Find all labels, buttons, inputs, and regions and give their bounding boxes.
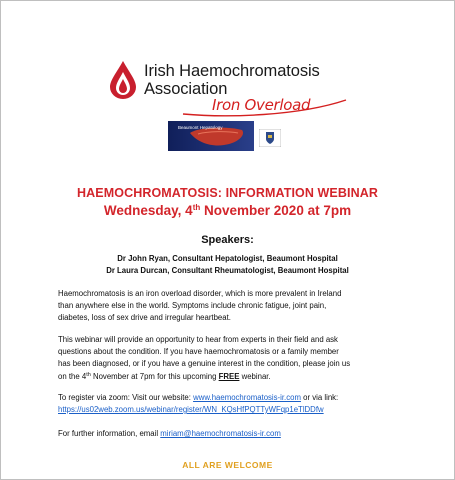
webinar-paragraph-line: questions about the condition. If you have haemochromatosis or a family member	[58, 347, 339, 356]
webinar-paragraph-line: This webinar will provide an opportunity to hear from experts in their field and ask	[58, 335, 338, 344]
webinar-paragraph-line: has been diagnosed, or if you have a genuine interest in the condition, please join us	[58, 359, 351, 368]
email-link[interactable]: miriam@haemochromatosis-ir.com	[160, 429, 281, 438]
intro-paragraph-line: than anywhere else in the world. Symptoms include chronic fatigue, joint pain,	[58, 301, 327, 310]
website-link[interactable]: www.haemochromatosis-ir.com	[193, 393, 301, 402]
speaker-item: Dr Laura Durcan, Consultant Rheumatologist, Beaumont Hospital	[106, 266, 349, 275]
logo-tagline: Iron Overload	[212, 96, 311, 114]
banner-label: Beaumont Hepatology	[178, 125, 223, 130]
contact-line: For further information, email miriam@haemochromatosis-ir.com	[58, 429, 281, 438]
webinar-date: Wednesday, 4th November 2020 at 7pm	[103, 203, 352, 218]
webinar-paragraph-line: on the 4th November at 7pm for this upcoming FREE webinar.	[58, 372, 271, 381]
blood-drop-icon	[108, 60, 138, 100]
webinar-title: HAEMOCHROMATOSIS: INFORMATION WEBINAR	[77, 186, 378, 200]
zoom-registration-link[interactable]: https://us02web.zoom.us/webinar/register/WN_KQsHfPQTTyWFqp1eTlDDfw	[58, 405, 324, 414]
intro-paragraph-line: diabetes, loss of sex drive and irregular heartbeat.	[58, 313, 231, 322]
speaker-item: Dr John Ryan, Consultant Hepatologist, Beaumont Hospital	[117, 254, 338, 263]
register-link-line	[58, 404, 324, 416]
register-line: To register via zoom: Visit our website: www.haemochromatosis-ir.com or via link:	[58, 393, 339, 402]
org-name-line1: Irish Haemochromatosis	[144, 62, 320, 80]
all-are-welcome: ALL ARE WELCOME	[182, 460, 273, 470]
hospital-crest-icon	[259, 129, 281, 147]
beaumont-hepatology-banner	[168, 121, 254, 151]
intro-paragraph-line: Haemochromatosis is an iron overload disorder, which is more prevalent in Ireland	[58, 289, 342, 298]
iha-logo	[108, 58, 368, 118]
org-name-line2: Association	[144, 80, 228, 98]
speakers-heading: Speakers:	[201, 234, 254, 246]
